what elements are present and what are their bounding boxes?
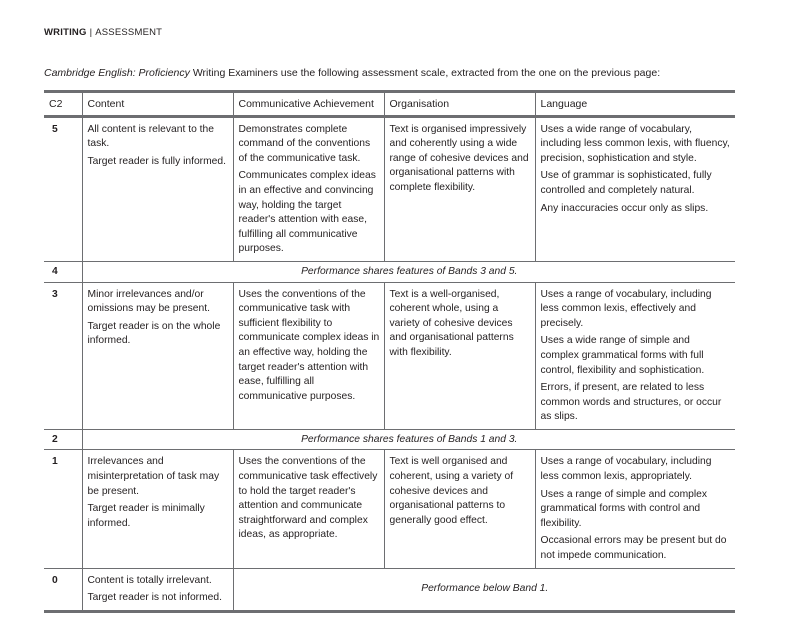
band-row-4	[44, 261, 735, 282]
shared-features-note: Performance shares features of Bands 1 and 3.	[82, 429, 735, 450]
band-row-3	[44, 282, 735, 429]
descriptor: Target reader is minimally informed.	[87, 503, 205, 529]
intro-rest: Writing Examiners use the following assessment scale, extracted from the one on the previous page:	[189, 67, 661, 79]
band-row-2	[44, 429, 735, 450]
band-number: 4	[44, 261, 82, 282]
header-content: Content	[82, 92, 233, 117]
band-number: 3	[44, 282, 82, 429]
descriptor: Target reader is on the whole informed.	[87, 320, 221, 347]
descriptor: Uses the conventions of the communicative task with sufficient flexibility to communicate complex ideas in an effective way, holding the target reader's attention with ease, fulfilling all communicative purposes.	[238, 288, 380, 402]
descriptor: Uses a range of simple and complex grammatical forms with control and flexibility.	[540, 488, 708, 529]
descriptor: Minor irrelevances and/or omissions may be present.	[87, 288, 210, 315]
language-cell	[535, 282, 735, 429]
intro-text	[44, 67, 660, 79]
organisation-cell	[384, 116, 535, 261]
descriptor: Errors, if present, are related to less common words and structures, or occur as slips.	[540, 382, 722, 423]
descriptor: Uses a range of vocabulary, including less common lexis, appropriately.	[540, 456, 712, 483]
language-cell	[535, 116, 735, 261]
band-row-5	[44, 116, 735, 261]
shared-features-note: Performance shares features of Bands 3 and 5.	[82, 261, 735, 282]
band-number: 5	[44, 116, 82, 261]
descriptor: All content is relevant to the task.	[87, 123, 214, 150]
header-language: Language	[535, 92, 735, 117]
band-number: 0	[44, 568, 82, 611]
content-cell	[82, 450, 233, 568]
descriptor: Uses the conventions of the communicative task effectively to hold the target reader's attention and communicate straightforward and complex ideas, as appropriate.	[238, 456, 378, 541]
table-header-row	[44, 92, 735, 117]
descriptor: Target reader is not informed.	[87, 592, 222, 604]
descriptor: Any inaccuracies occur only as slips.	[540, 202, 709, 214]
content-cell	[82, 568, 233, 611]
band-row-0	[44, 568, 735, 611]
descriptor: Text is well organised and coherent, using a variety of cohesive devices and organisational patterns to generally good effect.	[389, 456, 514, 526]
descriptor: Target reader is fully informed.	[87, 155, 226, 167]
intro-exam-name: Cambridge English: Proficiency	[44, 67, 190, 79]
band-row-1	[44, 450, 735, 568]
header-separator: |	[89, 27, 93, 38]
band-number: 2	[44, 429, 82, 450]
descriptor: Communicates complex ideas in an effective and convincing way, holding the target reader's attention with ease, fulfilling all communicative purposes.	[238, 170, 376, 255]
section-label: WRITING	[44, 27, 87, 38]
organisation-cell	[384, 282, 535, 429]
language-cell	[535, 450, 735, 568]
communicative-cell	[233, 116, 384, 261]
subsection-label: ASSESSMENT	[95, 27, 163, 38]
band-number: 1	[44, 450, 82, 568]
descriptor: Use of grammar is sophisticated, fully controlled and completely natural.	[540, 170, 712, 196]
descriptor: Irrelevances and misinterpretation of task may be present.	[87, 456, 220, 497]
below-band-note: Performance below Band 1.	[233, 568, 735, 611]
communicative-cell	[233, 450, 384, 568]
assessment-scale-table	[44, 90, 735, 613]
descriptor: Text is organised impressively and coherently using a wide range of cohesive devices and organisational patterns with complete flexibility.	[389, 123, 529, 193]
descriptor: Occasional errors may be present but do not impede communication.	[540, 535, 727, 562]
header-communicative-achievement: Communicative Achievement	[233, 92, 384, 117]
content-cell	[82, 116, 233, 261]
descriptor: Demonstrates complete command of the conventions of the communicative task.	[238, 123, 371, 164]
descriptor: Uses a range of vocabulary, including less common lexis, effectively and precisely.	[540, 288, 712, 329]
descriptor: Content is totally irrelevant.	[87, 574, 212, 586]
organisation-cell	[384, 450, 535, 568]
header-organisation: Organisation	[384, 92, 535, 117]
content-cell	[82, 282, 233, 429]
descriptor: Uses a wide range of vocabulary, including less common lexis, with fluency, precision, sophistication and style.	[540, 123, 730, 164]
header-level: C2	[44, 92, 82, 117]
communicative-cell	[233, 282, 384, 429]
page-header	[44, 27, 162, 38]
descriptor: Uses a wide range of simple and complex grammatical forms with full control, flexibility and sophistication.	[540, 335, 705, 376]
descriptor: Text is a well-organised, coherent whole, using a variety of cohesive devices and organisational patterns with flexibility.	[389, 288, 514, 358]
